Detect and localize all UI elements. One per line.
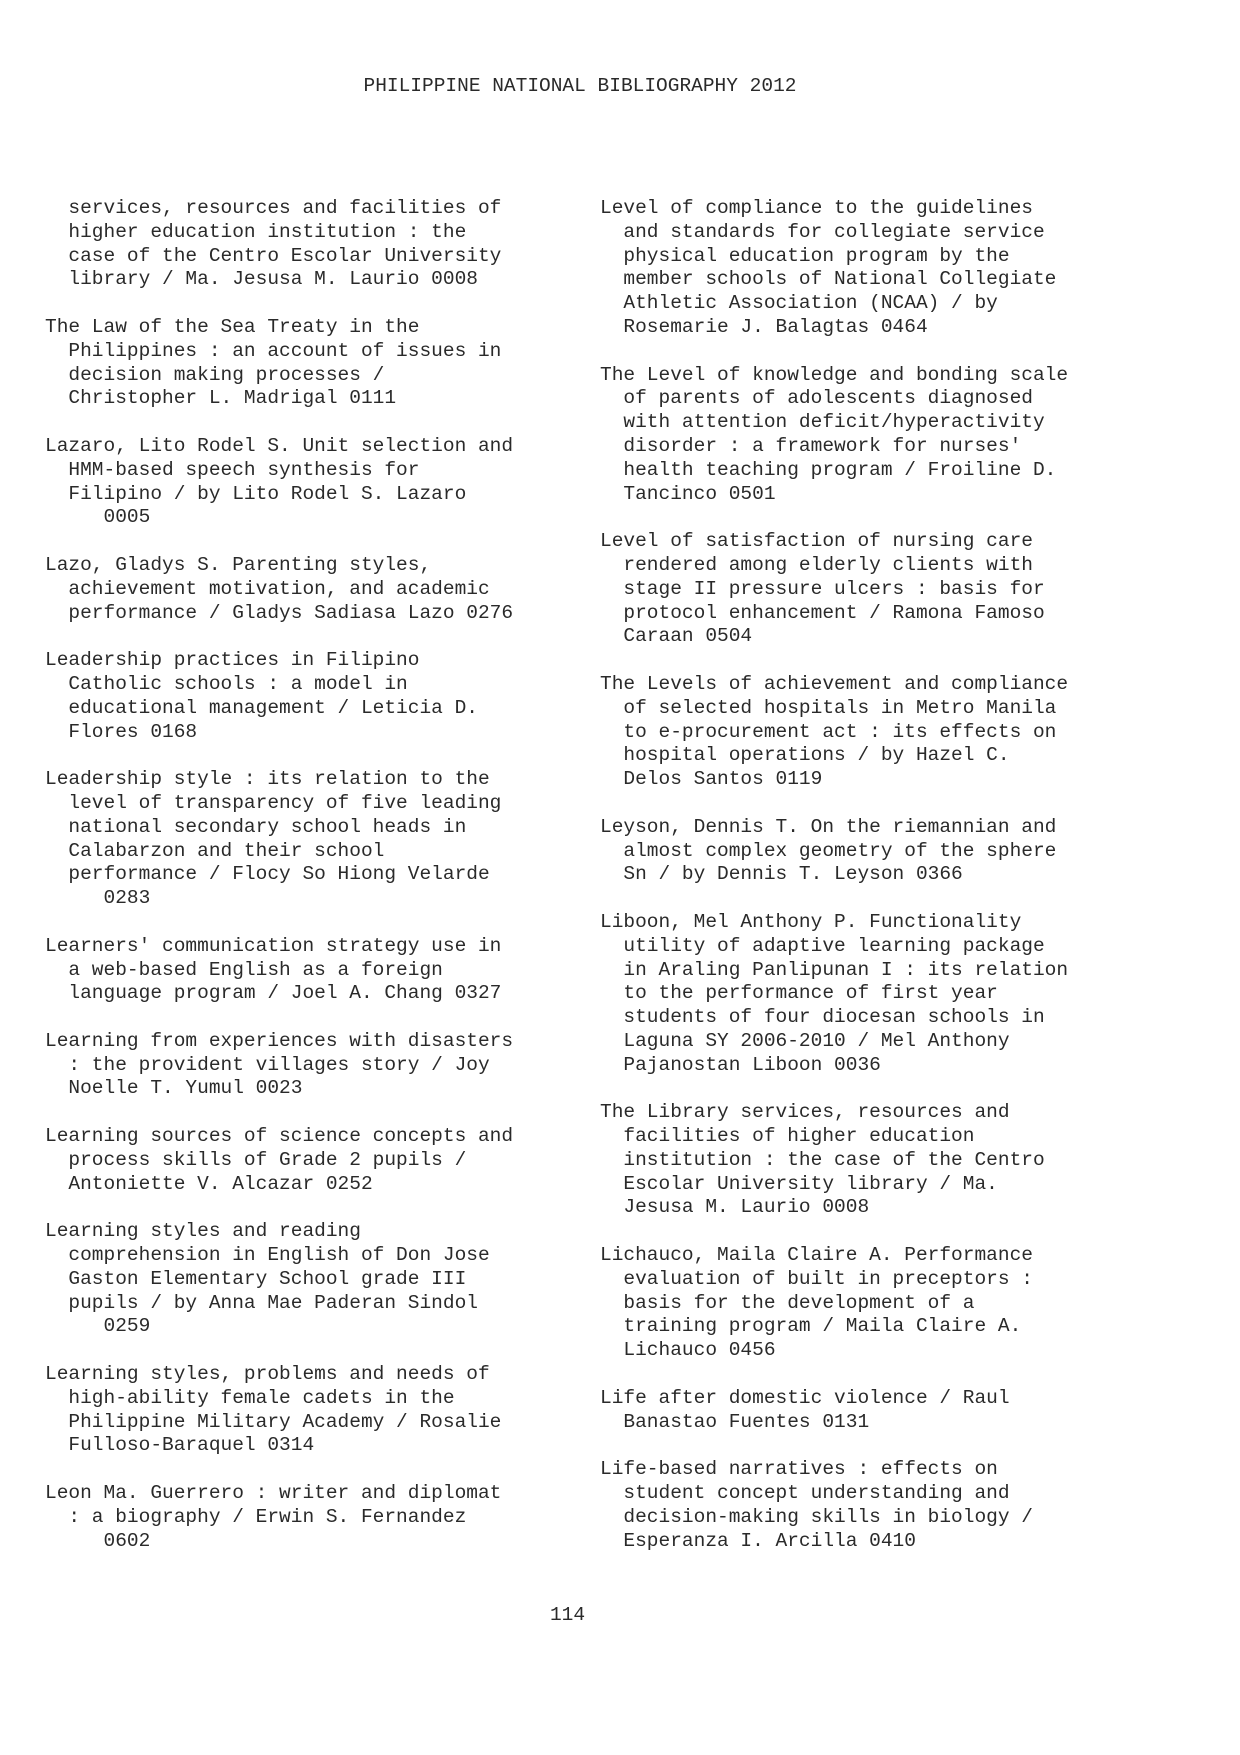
entry-line: Level of satisfaction of nursing care [600,530,1033,553]
entry-line: training program / Maila Claire A. [600,1315,1022,1338]
entry-line: Delos Santos 0119 [600,768,823,791]
entry-line: HMM-based speech synthesis for [45,458,420,481]
bibliography-entry [45,1482,575,1553]
bibliography-entry [600,1387,1130,1435]
entry-line: The Level of knowledge and bonding scale [600,363,1069,386]
left-column [45,197,575,1577]
entry-line: physical education program by the [600,244,1010,267]
bibliography-entry [45,316,575,411]
entry-line: educational management / Leticia D. [45,696,478,719]
bibliography-entry [600,673,1130,792]
entry-line: Flores 0168 [45,720,198,743]
entry-line: rendered among elderly clients with [600,553,1033,576]
bibliography-entry [45,197,575,292]
entry-line: and standards for collegiate service [600,220,1045,243]
entry-line: comprehension in English of Don Jose [45,1244,490,1267]
entry-line: : a biography / Erwin S. Fernandez [45,1505,467,1528]
bibliography-entry [45,935,575,1006]
entry-line: services, resources and facilities of [45,197,502,219]
bibliography-entry [45,1030,575,1101]
entry-line: 0602 [45,1529,151,1552]
bibliography-entry [600,1458,1130,1553]
entry-line: member schools of National Collegiate [600,268,1057,291]
entry-line: 0005 [45,506,151,529]
entry-line: level of transparency of five leading [45,791,502,814]
entry-line: of parents of adolescents diagnosed [600,387,1033,410]
right-column [600,197,1130,1577]
entry-line: Banastao Fuentes 0131 [600,1410,870,1433]
entry-line: Life after domestic violence / Raul [600,1386,1010,1409]
entry-line: Fulloso-Baraquel 0314 [45,1434,315,1457]
entry-line: performance / Flocy So Hiong Velarde [45,863,490,886]
entry-line: Philippines : an account of issues in [45,339,502,362]
entry-line: process skills of Grade 2 pupils / [45,1148,467,1171]
entry-line: Escolar University library / Ma. [600,1172,998,1195]
bibliography-entry [45,649,575,744]
entry-line: Sn / by Dennis T. Leyson 0366 [600,863,963,886]
bibliography-entry [45,1125,575,1196]
entry-line: stage II pressure ulcers : basis for [600,577,1045,600]
entry-line: Filipino / by Lito Rodel S. Lazaro [45,482,467,505]
entry-line: Caraan 0504 [600,625,753,648]
entry-line: Life-based narratives : effects on [600,1458,998,1481]
bibliography-entry [600,911,1130,1078]
entry-line: Liboon, Mel Anthony P. Functionality [600,910,1022,933]
entry-line: Lichauco, Maila Claire A. Performance [600,1244,1033,1267]
entry-line: students of four diocesan schools in [600,1006,1045,1029]
entry-line: decision making processes / [45,363,385,386]
entry-line: Learning from experiences with disasters [45,1029,514,1052]
entry-line: hospital operations / by Hazel C. [600,744,1010,767]
page-number: 114 [549,1604,586,1626]
page-header: PHILIPPINE NATIONAL BIBLIOGRAPHY 2012 [363,75,797,97]
entry-line: The Levels of achievement and compliance [600,672,1069,695]
entry-line: Esperanza I. Arcilla 0410 [600,1529,916,1552]
entry-line: Noelle T. Yumul 0023 [45,1077,303,1100]
entry-line: Tancinco 0501 [600,482,776,505]
entry-line: The Law of the Sea Treaty in the [45,315,420,338]
entry-line: language program / Joel A. Chang 0327 [45,982,502,1005]
entry-line: Leadership style : its relation to the [45,768,490,791]
bibliography-entry [45,768,575,911]
entry-line: to the performance of first year [600,982,998,1005]
entry-line: in Araling Panlipunan I : its relation [600,958,1069,981]
entry-line: to e-procurement act : its effects on [600,720,1057,743]
entry-line: 0283 [45,887,151,910]
entry-line: higher education institution : the [45,220,467,243]
entry-line: protocol enhancement / Ramona Famoso [600,601,1045,624]
entry-line: basis for the development of a [600,1291,975,1314]
entry-line: library / Ma. Jesusa M. Laurio 0008 [45,268,478,291]
bibliography-entry [600,530,1130,649]
entry-line: Learning styles, problems and needs of [45,1363,490,1386]
entry-line: Athletic Association (NCAA) / by [600,292,998,315]
entry-line: health teaching program / Froiline D. [600,458,1057,481]
entry-line: case of the Centro Escolar University [45,244,502,267]
entry-line: performance / Gladys Sadiasa Lazo 0276 [45,601,514,624]
bibliography-entry [45,1363,575,1458]
entry-line: Rosemarie J. Balagtas 0464 [600,315,928,338]
entry-line: student concept understanding and [600,1482,1010,1505]
entry-line: Christopher L. Madrigal 0111 [45,387,397,410]
entry-line: Level of compliance to the guidelines [600,197,1033,219]
entry-line: of selected hospitals in Metro Manila [600,696,1057,719]
entry-line: Lazaro, Lito Rodel S. Unit selection and [45,434,514,457]
entry-line: : the provident villages story / Joy [45,1053,490,1076]
entry-line: Pajanostan Liboon 0036 [600,1053,881,1076]
bibliography-entry [600,816,1130,887]
entry-line: utility of adaptive learning package [600,934,1045,957]
entry-line: Jesusa M. Laurio 0008 [600,1196,870,1219]
entry-line: The Library services, resources and [600,1101,1010,1124]
entry-line: almost complex geometry of the sphere [600,839,1057,862]
entry-line: Learning styles and reading [45,1220,361,1243]
entry-line: Leyson, Dennis T. On the riemannian and [600,815,1057,838]
bibliography-entry [45,435,575,530]
bibliography-entry [45,1220,575,1339]
entry-line: Learners' communication strategy use in [45,934,502,957]
entry-line: Lazo, Gladys S. Parenting styles, [45,553,432,576]
bibliography-entry [600,1244,1130,1363]
entry-line: Laguna SY 2006-2010 / Mel Anthony [600,1029,1010,1052]
entry-line: facilities of higher education [600,1125,975,1148]
entry-line: disorder : a framework for nurses' [600,434,1022,457]
entry-line: Calabarzon and their school [45,839,385,862]
entry-line: Lichauco 0456 [600,1339,776,1362]
entry-line: Gaston Elementary School grade III [45,1267,467,1290]
bibliography-entry [600,197,1130,340]
entry-line: 0259 [45,1315,151,1338]
entry-line: high-ability female cadets in the [45,1386,455,1409]
bibliography-entry [600,1101,1130,1220]
bibliography-entry [600,364,1130,507]
entry-line: Philippine Military Academy / Rosalie [45,1410,502,1433]
entry-line: Catholic schools : a model in [45,672,408,695]
entry-line: pupils / by Anna Mae Paderan Sindol [45,1291,478,1314]
entry-line: institution : the case of the Centro [600,1148,1045,1171]
entry-line: decision-making skills in biology / [600,1505,1033,1528]
entry-line: achievement motivation, and academic [45,577,490,600]
entry-line: evaluation of built in preceptors : [600,1267,1033,1290]
entry-line: Leadership practices in Filipino [45,649,420,672]
entry-line: Learning sources of science concepts and [45,1125,514,1148]
entry-line: a web-based English as a foreign [45,958,443,981]
entry-line: national secondary school heads in [45,815,467,838]
entry-line: Antoniette V. Alcazar 0252 [45,1172,373,1195]
entry-line: with attention deficit/hyperactivity [600,411,1045,434]
entry-line: Leon Ma. Guerrero : writer and diplomat [45,1482,502,1505]
bibliography-entry [45,554,575,625]
